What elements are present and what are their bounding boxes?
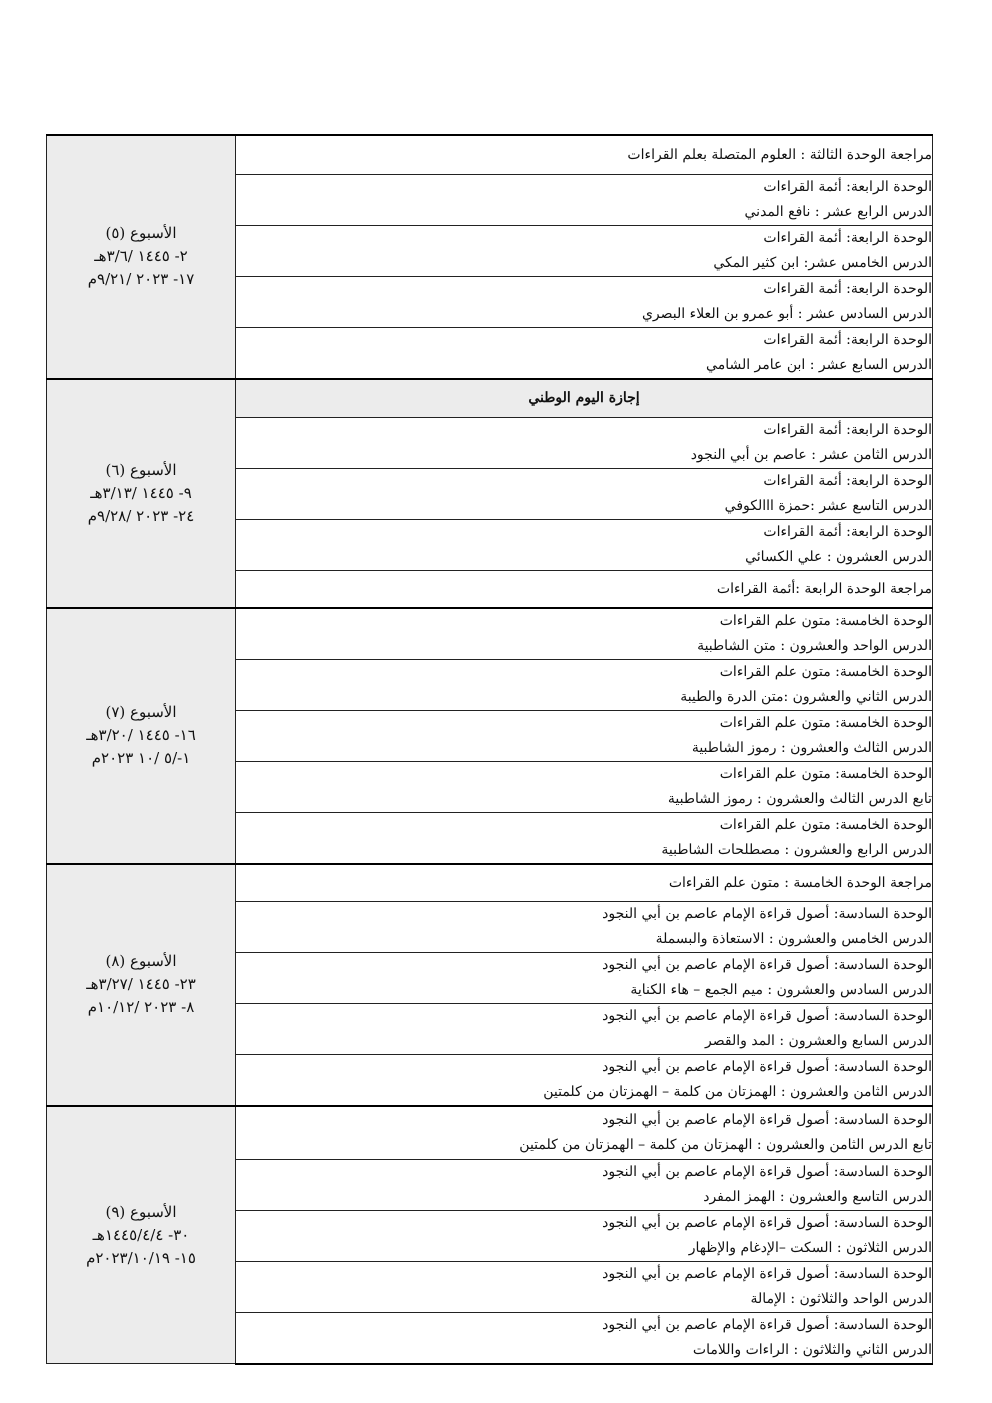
- lesson-title: الدرس التاسع والعشرون : الهمز المفرد: [703, 1188, 932, 1205]
- week-greg: ١٥- ٢٠٢٣/١٠/١٩م: [86, 1248, 196, 1267]
- week-name: الأسبوع (٧): [105, 703, 177, 721]
- lesson-cell: [236, 225, 933, 276]
- lesson-cell: [236, 812, 933, 864]
- lesson-cell: [236, 761, 933, 812]
- lesson-title: الدرس الخامس عشر: ابن كثير المكي: [713, 254, 932, 271]
- unit-title: الوحدة السادسة: أصول قراءة الإمام عاصم بن أبي النجود: [602, 1163, 932, 1180]
- lesson-title: مراجعة الوحدة الثالثة : العلوم المتصلة بعلم القراءات: [627, 146, 932, 163]
- lesson-cell: [236, 571, 933, 608]
- lesson-cell: [236, 1261, 933, 1312]
- lesson-title: تابع الدرس الثامن والعشرون : الهمزتان من كلمة – الهمزتان من كلمتين: [519, 1136, 932, 1153]
- lesson-title: الدرس السابع والعشرون : المد والقصر: [705, 1033, 932, 1049]
- lesson-cell: [236, 174, 933, 225]
- lesson-cell: [236, 864, 933, 902]
- lesson-title: الدرس الثامن والعشرون : الهمزتان من كلمة – الهمزتان من كلمتين: [543, 1084, 932, 1100]
- lesson-title: الدرس الثالث والعشرون : رموز الشاطبية: [691, 739, 932, 756]
- unit-title: الوحدة السادسة: أصول قراءة الإمام عاصم بن أبي النجود: [602, 1059, 932, 1075]
- unit-title: الوحدة الرابعة: أئمة القراءات: [763, 280, 932, 297]
- unit-title: الوحدة الرابعة: أئمة القراءات: [763, 422, 932, 438]
- lesson-title: الدرس الواحد والثلاثون : الإمالة: [750, 1290, 932, 1307]
- week-greg: ١٧- ٢٠٢٣ /٩/٢١م: [87, 270, 195, 289]
- unit-title: الوحدة السادسة: أصول قراءة الإمام عاصم بن أبي النجود: [602, 1008, 932, 1024]
- week-name: الأسبوع (٥): [105, 224, 177, 243]
- week-name: الأسبوع (٩): [105, 1202, 177, 1221]
- unit-title: الوحدة الرابعة: أئمة القراءات: [763, 331, 932, 348]
- lesson-cell: [236, 1055, 933, 1107]
- lesson-cell: [236, 902, 933, 953]
- lesson-title: الدرس الخامس والعشرون : الاستعاذة والبسملة: [655, 931, 932, 947]
- lesson-cell: [236, 1004, 933, 1055]
- unit-title: الوحدة الخامسة: متون علم القراءات: [719, 612, 932, 629]
- lesson-cell: [236, 135, 933, 174]
- lesson-cell: [236, 327, 933, 379]
- week-cell: [47, 1106, 236, 1364]
- lesson-title: الدرس التاسع عشر :حمزة اﺍالكوفي: [724, 498, 932, 514]
- week-hijri: ٩- ١٤٤٥ /٣/١٣هـ: [90, 483, 192, 502]
- unit-title: الوحدة السادسة: أصول قراءة الإمام عاصم بن أبي النجود: [602, 1214, 932, 1231]
- unit-title: الوحدة الرابعة: أئمة القراءات: [763, 178, 932, 195]
- holiday-label: إجازة اليوم الوطني: [236, 379, 933, 418]
- lesson-cell: [236, 659, 933, 710]
- week-cell: [47, 608, 236, 864]
- week-cell: [47, 379, 236, 608]
- lesson-cell: [236, 418, 933, 469]
- lesson-title: الدرس السادس والعشرون : ميم الجمع – هاء الكناية: [630, 982, 932, 998]
- lesson-title: الدرس السابع عشر : ابن عامر الشامي: [706, 356, 932, 373]
- week-greg: ٨- ٢٠٢٣ /١٠/١٢م: [87, 998, 195, 1017]
- lesson-title: الدرس الثاني والعشرون :متن الدرة والطيبة: [680, 688, 932, 705]
- lesson-title: الدرس العشرون : علي الكسائي: [745, 549, 932, 565]
- lesson-cell: [236, 953, 933, 1004]
- lesson-cell: [236, 710, 933, 761]
- lesson-row: [47, 608, 933, 660]
- unit-title: الوحدة الرابعة: أئمة القراءات: [763, 524, 932, 540]
- unit-title: الوحدة السادسة: أصول قراءة الإمام عاصم بن أبي النجود: [602, 1111, 932, 1128]
- lesson-title: الدرس الثامن عشر : عاصم بن أبي النجود: [690, 447, 932, 463]
- week-greg: ١-/٥ /١٠ ٢٠٢٣م: [91, 749, 191, 767]
- week-greg: ٢٤- ٢٠٢٣ /٩/٢٨م: [87, 506, 195, 525]
- lesson-title: مراجعة الوحدة الرابعة :أئمة القراءات: [716, 580, 932, 597]
- week-hijri: ٢- ١٤٤٥ /٣/٦هـ: [94, 247, 188, 266]
- lesson-row: [47, 1106, 933, 1159]
- lesson-cell: [236, 1312, 933, 1364]
- lesson-cell: [236, 1106, 933, 1159]
- unit-title: الوحدة الخامسة: متون علم القراءات: [719, 816, 932, 833]
- week-hijri: ٢٣- ١٤٤٥ /٣/٢٧هـ: [86, 975, 196, 994]
- unit-title: الوحدة الخامسة: متون علم القراءات: [719, 765, 932, 782]
- lesson-title: الدرس الثلاثون : السكت –الإدغام والإظهار: [688, 1239, 932, 1256]
- unit-title: الوحدة السادسة: أصول قراءة الإمام عاصم بن أبي النجود: [602, 1265, 932, 1282]
- unit-title: الوحدة الخامسة: متون علم القراءات: [719, 714, 932, 731]
- lesson-cell: [236, 1159, 933, 1210]
- unit-title: الوحدة الخامسة: متون علم القراءات: [719, 663, 932, 680]
- lesson-cell: [236, 520, 933, 571]
- lesson-title: الدرس الواحد والعشرون : متن الشاطبية: [697, 637, 932, 654]
- lesson-row: [47, 864, 933, 902]
- lesson-cell: [236, 608, 933, 660]
- week-name: الأسبوع (٦): [105, 460, 177, 479]
- week-cell: [47, 135, 236, 379]
- lesson-cell: [236, 469, 933, 520]
- unit-title: الوحدة السادسة: أصول قراءة الإمام عاصم بن أبي النجود: [602, 957, 932, 973]
- lesson-row: [47, 135, 933, 174]
- unit-title: الوحدة الرابعة: أئمة القراءات: [763, 473, 932, 489]
- lesson-title: مراجعة الوحدة الخامسة : متون علم القراءات: [668, 874, 932, 891]
- lesson-cell: [236, 1210, 933, 1261]
- lesson-title: تابع الدرس الثالث والعشرون : رموز الشاطبية: [667, 790, 932, 807]
- week-hijri: ١٦- ١٤٤٥ /٣/٢٠هـ: [86, 726, 196, 744]
- week-cell: [47, 864, 236, 1107]
- week-hijri: ٣٠- ١٤٤٥/٤/٤هـ: [92, 1225, 190, 1244]
- lesson-title: الدرس الرابع عشر : نافع المدني: [744, 203, 932, 220]
- lesson-title: الدرس السادس عشر : أبو عمرو بن العلاء البصري: [641, 305, 932, 322]
- unit-title: الوحدة السادسة: أصول قراءة الإمام عاصم بن أبي النجود: [602, 906, 932, 922]
- holiday-row: [47, 379, 933, 418]
- unit-title: الوحدة السادسة: أصول قراءة الإمام عاصم بن أبي النجود: [602, 1316, 932, 1333]
- schedule-table: [46, 134, 933, 1365]
- lesson-cell: [236, 276, 933, 327]
- week-name: الأسبوع (٨): [105, 952, 177, 971]
- lesson-title: الدرس الثاني والثلاثون : الراءات واللامات: [692, 1341, 932, 1358]
- unit-title: الوحدة الرابعة: أئمة القراءات: [763, 229, 932, 246]
- lesson-title: الدرس الرابع والعشرون : مصطلحات الشاطبية: [661, 841, 932, 858]
